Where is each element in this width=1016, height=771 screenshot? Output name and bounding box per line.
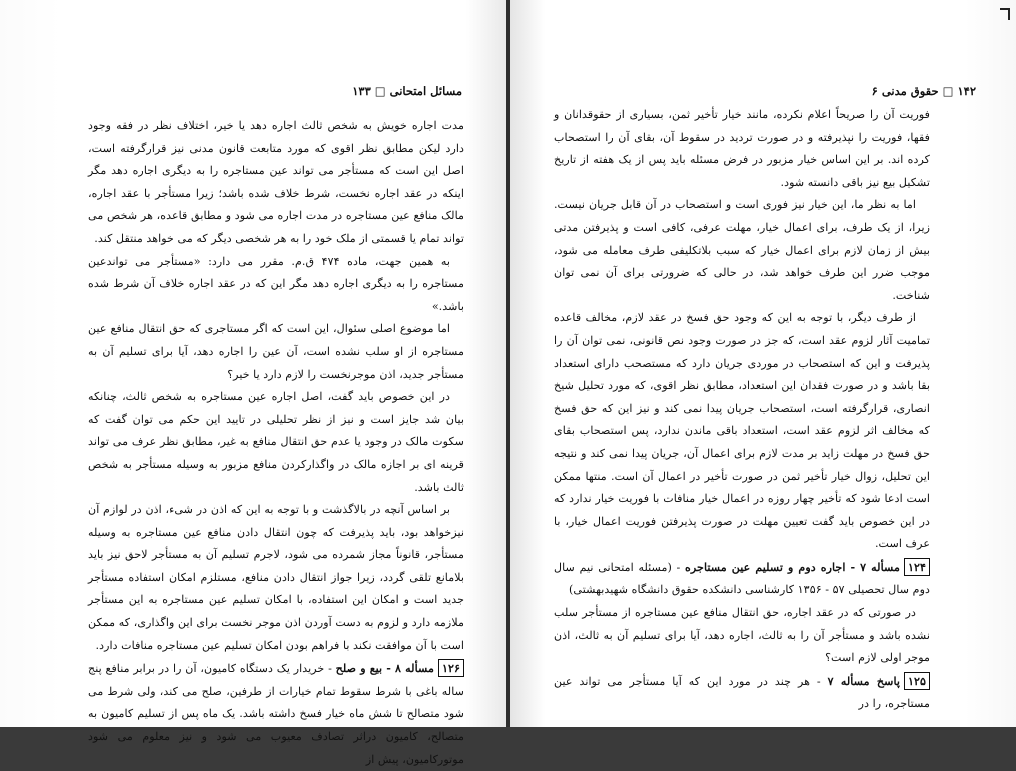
answer-title: پاسخ مسأله ۷ (827, 673, 900, 688)
question-number-box: ۱۲۴ (904, 558, 930, 576)
paragraph: مدت اجاره خویش به شخص ثالث اجاره دهد یا خیر، اختلاف نظر در فقه وجود دارد لیکن مطابق نظر اقوی که مورد متابعت قانون مدنی نیز قرارگرفته است، اصل این است که مستأجر می تواند عین مستاجره را به دیگری اجاره دهد مگر اینکه در عقد اجاره نخست، شرط خلاف شده باشد؛ زیرا مستأجر با عقد اجاره، مالک منافع عین مستاجره در مدت اجاره می شود و مطابق قاعده، هر شخص می تواند تمام یا قسمتی از ملک خود را به هر شخصی دیگر که می خواهد منتقل کند. (88, 119, 464, 245)
paragraph: بر اساس آنچه در بالاگذشت و با توجه به این که اذن در شیء، اذن در لوازم آن نیزخواهد بود، باید پذیرفت که چون انتقال دادن منافع عین مستاجره به وسیله مستأجر، قانوناً مجاز شمرده می شود، لاجرم تسلیم آن به مستأجر لاحق نیز باید بلامانع تلقی گردد، زیرا جواز انتقال دادن منافع، مستلزم امکان استفاده مستأجر جدید است و امکان این استفاده، با امکان تسلیم عین مستاجره به این مستأجر ملازمه دارد و لزوم به دست آوردن اذن موجر نخست برای این واگذاری، که ممکن است با آن موافقت نکند با فراهم بودن امکان تسلیم عین مستاجره منافات دارد. (88, 503, 464, 652)
question-title: مسأله ۷ - اجاره دوم و تسلیم عین مستاجره (685, 559, 900, 574)
question-text: - خریدار یک دستگاه کامیون، آن را در برابر منافع پنج ساله باغی با شرط سقوط تمام خیارات از طرفین، صلح می کند، ولی شرط می شود متصالح تا شش ماه خیار فسخ داشته باشد. یک ماه پس از تسلیم کامیون به متصالح، کامیون دراثر تصادف معیوب می شود و نیز معلوم می شود موتورکامیون، پیش از (88, 662, 464, 766)
question-paragraph (554, 556, 930, 602)
right-page-header: ۱۴۲ □ حقوق مدنی ۶ (871, 84, 976, 98)
answer-text: - هر چند در مورد این که آیا مستأجر می تواند عین مستاجره، را در (554, 674, 930, 711)
paragraph: فوریت آن را صریحاً اعلام نکرده، مانند خیار تأخیر ثمن، بسیاری از حقوقدانان و فقها، فوریت را نپذیرفته و در صورت تردید در سقوط آن، بقای آن را استصحاب کرده اند. بر این اساس خیار مزبور در فرض مسئله باید پس از یک هفته از تاریخ تشکیل بیع نیز باقی دانسته شود. (554, 108, 930, 189)
question-title: مسأله ۸ - بیع و صلح (335, 661, 434, 676)
left-page (0, 0, 506, 766)
answer-number-box: ۱۲۵ (904, 672, 930, 690)
paragraph: از طرف دیگر، با توجه به این که وجود حق فسخ در عقد لازم، مخالف قاعده تمامیت آثار لزوم عقد است، که جز در صورت وجود نص قانونی، نمی توان آن را پذیرفت و این که استصحاب در موردی جریان دارد که مستصحب دارای استعداد بقا باشد و در صورت فقدان این استعداد، مطابق نظر اقوی، که مورد تحلیل شیخ انصاری، قرارگرفته است، استصحاب جریان پیدا نمی کند و نیز این که حق فسخ که مخالف اثر لزوم عقد است، استعداد باقی ماندن ندارد، پس استصحاب بقای حق فسخ در مهلت زاید بر مدت لازم برای اعمال آن، جریان پیدا نمی کند و نتیجه این تحلیل، زوال خیار تأخیر ثمن در صورت تأخیر در اعمال آن است. منتها ممکن است ادعا شود که تأخیر چهار روزه در اعمال خیار منافات با فوریت خیار ندارد که در این خصوص باید گفت تعیین مهلت در صورت پذیرفتن فوریت اعمال خیار، با عرف است. (554, 311, 930, 551)
corner-mark-icon (1000, 8, 1010, 20)
right-page (510, 0, 1016, 727)
question-text: - (مسئله امتحانی نیم سال دوم سال تحصیلی ۵۷ - ۱۳۵۶ کارشناسی دانشکده حقوق دانشگاه شهیدبهشتی) (554, 560, 930, 597)
paragraph: در این خصوص باید گفت، اصل اجاره عین مستاجره به شخص ثالث، چنانکه بیان شد جایز است و نیز از نظر تحلیلی در تایید این حکم می توان گفت که سکوت مالک در وجود یا عدم حق انتقال منافع به غیر، مطابق نظر عرف می تواند قرینه ای بر اجازه مالک در واگذارکردن منافع مزبور به وسیله مستأجر به شخص ثالث باشد. (88, 390, 464, 494)
question-paragraph (88, 657, 464, 771)
answer-paragraph (554, 670, 930, 716)
paragraph: اما به نظر ما، این خیار نیز فوری است و استصحاب در آن قابل جریان نیست. زیرا، از یک طرف، برای اعمال خیار، مهلت عرفی، کافی است و پذیرفتن مدتی بیش از زمان لازم برای اعمال خیار که سبب بلاتکلیفی طرف معامله می شود، موجب ضرر این طرف خواهد شد، در حالی که ضرورتی برای آن نمی توان شناخت. (554, 198, 930, 302)
left-page-header: مسائل امتحانی □ ۱۳۳ (352, 84, 462, 98)
paragraph: به همین جهت، ماده ۴۷۴ ق.م. مقرر می دارد: «مستأجر می تواندعین مستاجره را به دیگری اجاره دهد مگر این که در عقد اجاره خلاف آن شرط شده باشد.» (88, 254, 464, 313)
right-page-body (554, 104, 930, 716)
paragraph: در صورتی که در عقد اجاره، حق انتقال منافع عین مستاجره از مستأجر سلب نشده باشد و مستأجر آن را به ثالث، اجاره دهد، آیا برای تسلیم آن به ثالث، اذن موجر اولی لازم است؟ (554, 606, 930, 665)
left-page-body (88, 115, 464, 771)
question-number-box: ۱۲۶ (438, 659, 464, 677)
paragraph: اما موضوع اصلی سئوال، این است که اگر مستاجری که حق انتقال منافع عین مستاجره از او سلب نشده است، آن عین را اجاره دهد، آیا برای تسلیم آن به مستأجر جدید، اذن موجرنخست را لازم دارد یا خیر؟ (88, 322, 464, 381)
